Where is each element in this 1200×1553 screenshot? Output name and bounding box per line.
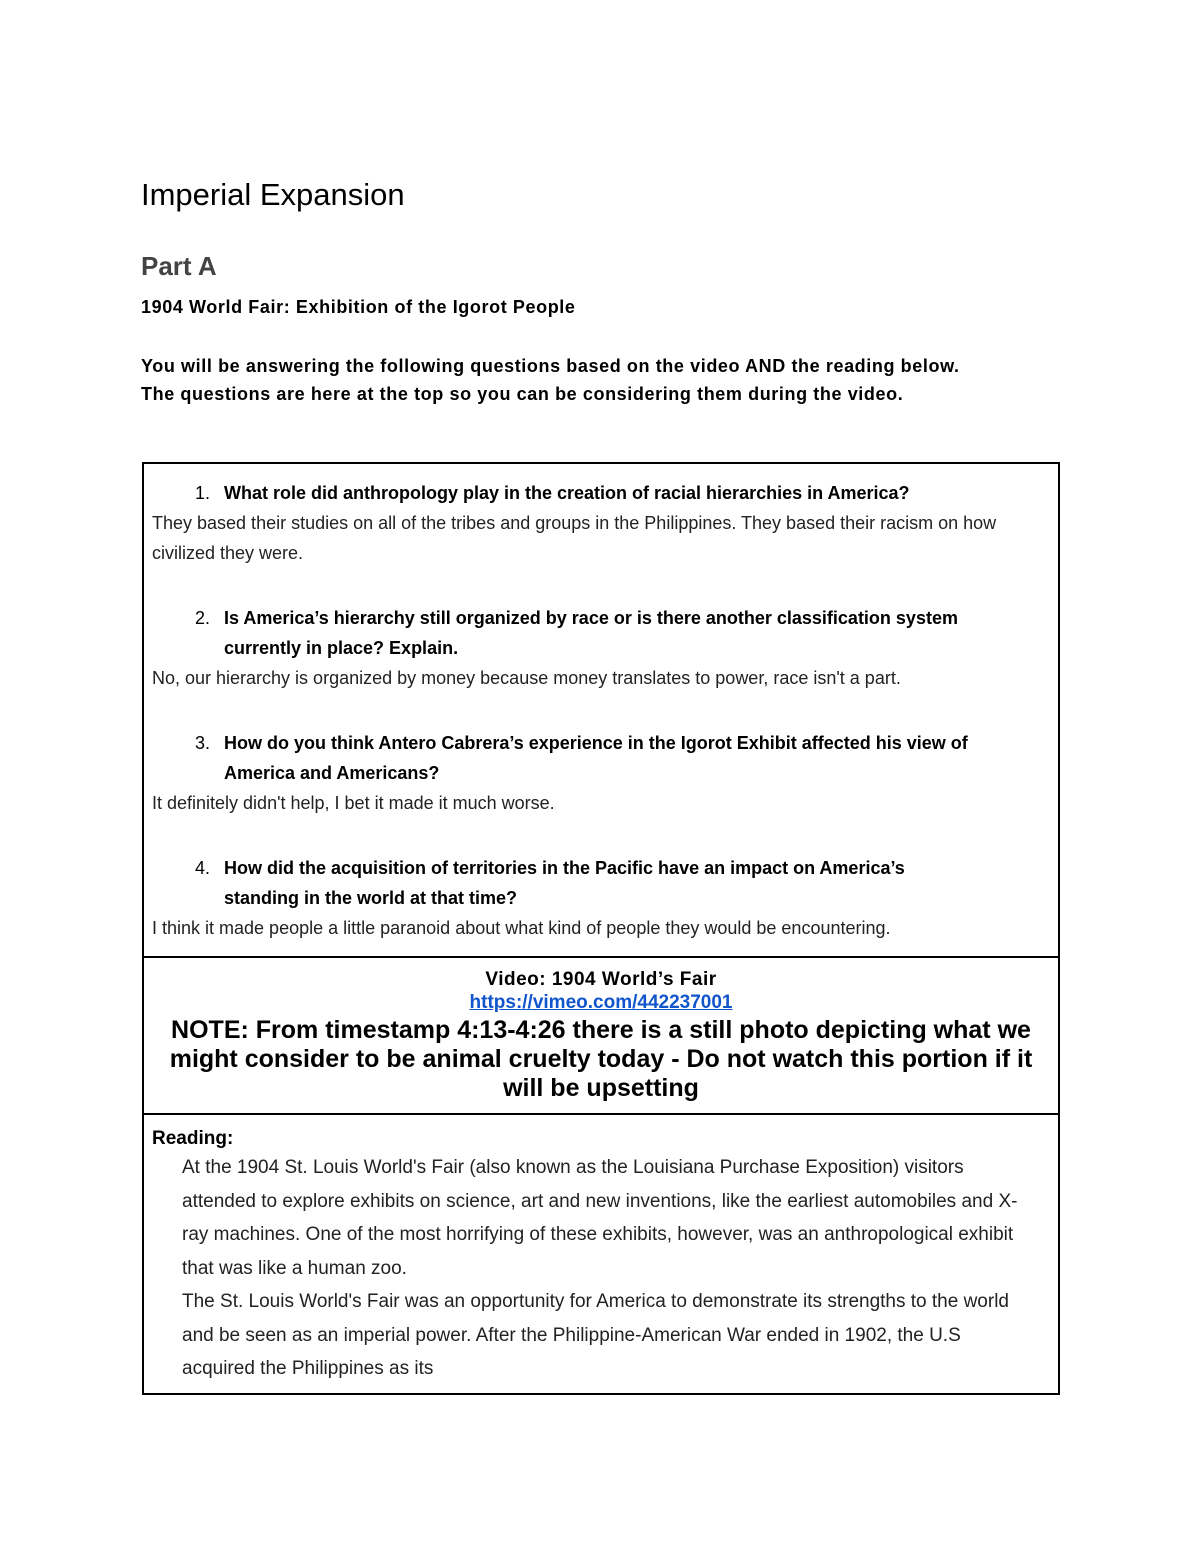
question-number: 2. [194, 608, 210, 628]
worksheet-table [142, 462, 1060, 1395]
video-title: Video: 1904 World’s Fair [485, 969, 717, 990]
question-text: What role did anthropology play in the creation of racial hierarchies in America? [224, 483, 910, 503]
section-heading: Part A [141, 251, 217, 281]
instructions [141, 352, 1021, 408]
answer-text: No, our hierarchy is organized by money because money translates to power, race isn't a part. [152, 668, 901, 688]
content-warning-note: NOTE: From timestamp 4:13-4:26 there is a still photo depicting what we might consider to be animal cruelty today - Do not watch this portion if it will be upsetting [169, 1016, 1033, 1102]
question-number: 4. [194, 858, 210, 878]
reading-cell [144, 1115, 1058, 1393]
instruction-line: You will be answering the following questions based on the video AND the reading below. [141, 356, 960, 376]
reading-label: Reading: [152, 1128, 234, 1149]
question-item [152, 728, 1050, 818]
assignment-subtitle: 1904 World Fair: Exhibition of the Igorot People [141, 297, 576, 317]
question-number: 3. [194, 733, 210, 753]
questions-cell [144, 464, 1058, 958]
question-item [152, 603, 1050, 693]
video-link[interactable]: https://vimeo.com/442237001 [469, 992, 733, 1013]
reading-paragraph: At the 1904 St. Louis World's Fair (also known as the Louisiana Purchase Exposition) visitors attended to explore exhibits on science, art and new inventions, like the earliest automobiles and X-ray machines. One of the most horrifying of these exhibits, however, was an anthropological exhibit that was like a human zoo. [182, 1157, 1018, 1279]
answer-text: It definitely didn't help, I bet it made it much worse. [152, 793, 555, 813]
answer-text: I think it made people a little paranoid about what kind of people they would be encountering. [152, 918, 891, 938]
instruction-line: The questions are here at the top so you can be considering them during the video. [141, 384, 904, 404]
reading-body [152, 1151, 1022, 1386]
question-text: Is America’s hierarchy still organized by race or is there another classification system currently in place? Explain. [224, 608, 958, 658]
reading-paragraph: The St. Louis World's Fair was an opportunity for America to demonstrate its strengths to the world and be seen as an imperial power. After the Philippine-American War ended in 1902, the U.S acquired the Philippines as its [182, 1291, 1009, 1379]
question-item [152, 853, 1050, 943]
question-text: How do you think Antero Cabrera’s experience in the Igorot Exhibit affected his view of America and Americans? [224, 733, 968, 783]
question-number: 1. [194, 483, 210, 503]
question-text: How did the acquisition of territories in the Pacific have an impact on America’s standing in the world at that time? [224, 858, 905, 908]
question-item [152, 478, 1050, 568]
page-title: Imperial Expansion [141, 177, 405, 212]
answer-text: They based their studies on all of the tribes and groups in the Philippines. They based their racism on how civilized they were. [152, 513, 997, 563]
video-cell [144, 958, 1058, 1115]
